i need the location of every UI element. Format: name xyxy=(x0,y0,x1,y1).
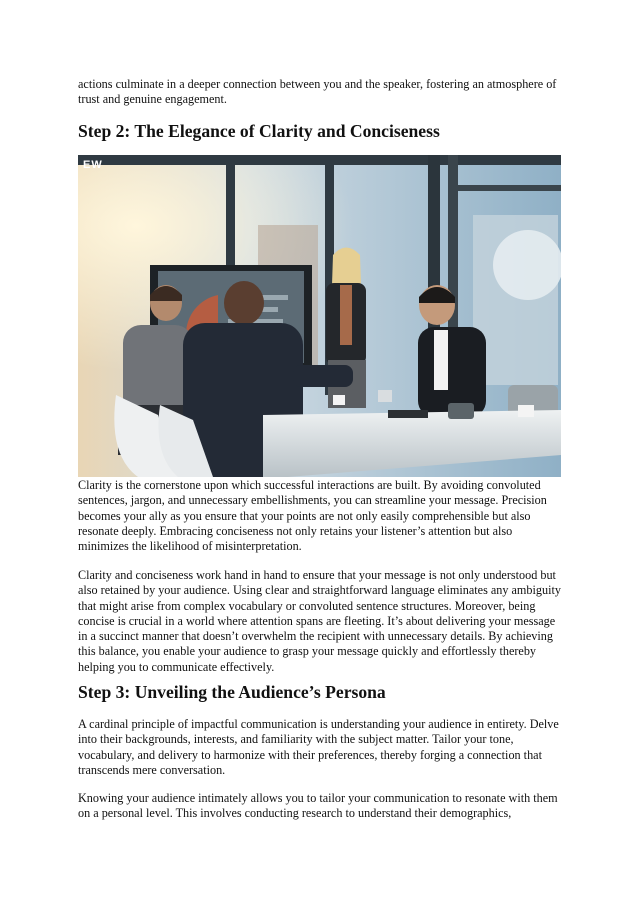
paragraph-audience-1: A cardinal principle of impactful communication is understanding your audience in entirety. Delve into their backgrounds, interests, and familiarity with the subject matter. Tailor your tone, vocabulary, and delivery to harmonize with their preferences, thereby forging a connection that transcends mere conversation. xyxy=(78,717,559,777)
paragraph-intro-tail: actions culminate in a deeper connection between you and the speaker, fostering an atmosphere of trust and genuine engagement. xyxy=(78,77,557,107)
paragraph-audience-2: Knowing your audience intimately allows you to tailor your communication to resonate with them on a personal level. This involves conducting research to understand their demographics, xyxy=(78,791,558,821)
watermark-logo: EW xyxy=(83,159,103,171)
heading-step-3: Step 3: Unveiling the Audience’s Persona xyxy=(78,682,386,702)
meeting-photo xyxy=(78,155,561,477)
heading-step-2: Step 2: The Elegance of Clarity and Conciseness xyxy=(78,121,440,141)
paragraph-clarity-1: Clarity is the cornerstone upon which successful interactions are built. By avoiding convoluted sentences, jargon, and unnecessary embellishments, you can streamline your message. Precision becomes your ally as you ensure that your points are not only easily comprehensible but also resonate deeply. Embracing conciseness not only retains your listener’s attention but also minimizes the likelihood of misinterpretation. xyxy=(78,478,547,554)
paragraph-clarity-2: Clarity and conciseness work hand in hand to ensure that your message is not only understood but also retained by your audience. Using clear and straightforward language eliminates any ambiguity that might arise from complex vocabulary or convoluted sentence structures. Moreover, being concise is crucial in a world where attention spans are fleeting. It’s about delivering your message in a succinct manner that doesn’t overwhelm the recipient with unnecessary details. By achieving this balance, you enable your audience to grasp your message quickly and effortlessly thereby helping you to communicate effectively. xyxy=(78,568,561,674)
